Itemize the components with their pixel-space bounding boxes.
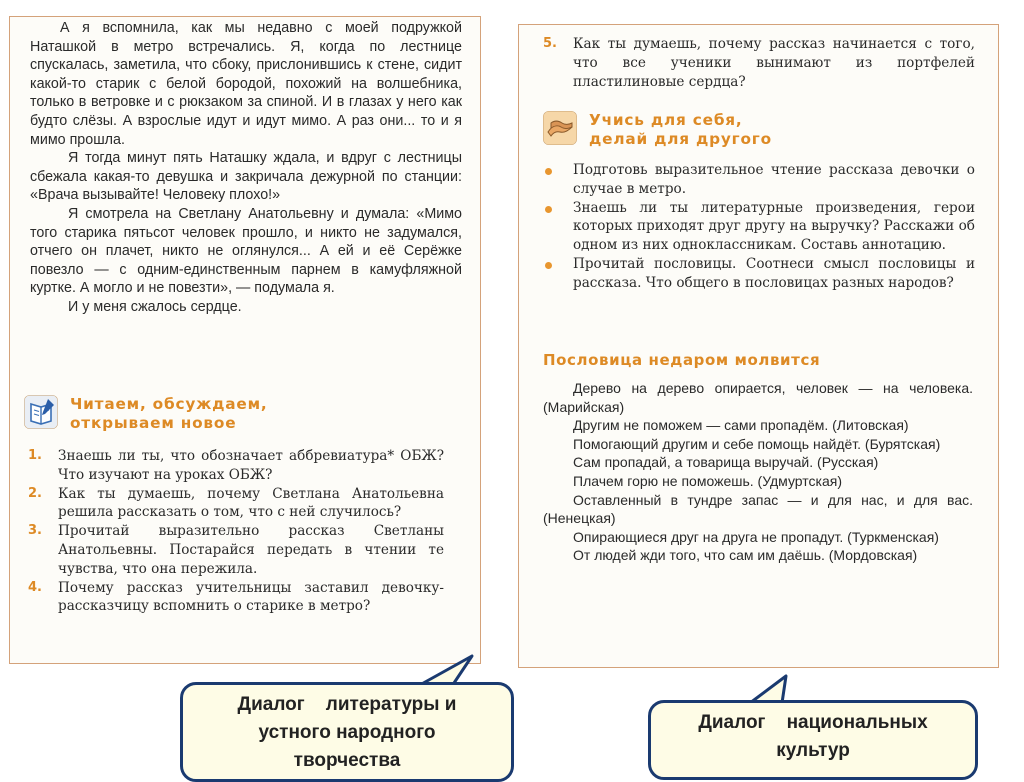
- story-paragraph: И у меня сжалось сердце.: [68, 298, 242, 315]
- proverb: Дерево на дерево опирается, человек — на человека. (Марийская): [543, 380, 973, 415]
- proverb: Другим не поможем — сами пропадём. (Литовская): [573, 417, 909, 434]
- proverb: Плачем горю не поможешь. (Удмуртская): [573, 472, 843, 489]
- list-item: [28, 522, 444, 578]
- section-title: Учись для себя,: [589, 111, 743, 129]
- list-item: [28, 579, 444, 617]
- book-pen-icon: [24, 395, 58, 429]
- section-title: делай для другого: [589, 130, 772, 148]
- proverb: Опирающиеся друг на друга не пропадут. (Туркменская): [573, 528, 939, 545]
- task-text: Подготовь выразительное чтение рассказа девочки о случае в метро.: [573, 162, 975, 197]
- tasks-list: [543, 161, 975, 293]
- section-header-learn: [543, 111, 772, 149]
- bullet-icon: [545, 168, 552, 175]
- question-text: Как ты думаешь, почему Светлана Анатольевна решила рассказать о том, что с ней случилось?: [58, 485, 444, 521]
- task-text: Прочитай пословицы. Соотнеси смысл пословицы и рассказа. Что общего в пословицах разных народов?: [573, 255, 975, 291]
- bullet-icon: [545, 206, 552, 213]
- list-item: [28, 447, 444, 485]
- section-title: Читаем, обсуждаем,: [70, 395, 268, 413]
- list-item: [28, 485, 444, 523]
- questions-list: [28, 447, 444, 616]
- question-text: Как ты думаешь, почему рассказ начинается с того, что все ученики вынимают из портфелей пластилиновые сердца?: [573, 36, 975, 90]
- question-number: 3.: [28, 523, 42, 539]
- callout-line: Диалог национальных: [698, 712, 928, 733]
- story-paragraph: А я вспомнила, как мы недавно с моей подружкой Наташкой в метро встречались. Я, когда по лестнице спускалась, заметила, что сбоку, прислонившись к стене, сидит какой-то старик с белой бородой, похожий на волшебника, только в ветровке и с рюкзаком за спиной. И в глазах у него как будто слёзы. А взрослые идут и идут мимо. А раз они... то и я мимо прошла.: [30, 20, 462, 148]
- callout-line: Диалог литературы и: [237, 694, 457, 715]
- bullet-icon: [545, 262, 552, 269]
- right-page: [518, 24, 999, 668]
- section-header-discuss: [24, 395, 268, 433]
- proverb: Сам пропадай, а товарища выручай. (Русская): [573, 454, 879, 471]
- story-paragraph: Я смотрела на Светлану Анатольевну и думала: «Мимо того старика пятьсот человек прошло, и никто не задумался, отчего он плачет, никто не оглянулся... А ей и её Серёжке повезло — с одним-единственным парнем в камуфляжной куртке. А могло и не повезти», — подумала я.: [30, 205, 462, 297]
- callout-line: устного народного: [258, 722, 436, 743]
- task-text: Знаешь ли ты литературные произведения, герои которых приходят друг другу на выручку? Расскажи об одном из них одноклассникам. Составь аннотацию.: [573, 199, 975, 254]
- list-item: [543, 161, 975, 199]
- question-number: 5.: [543, 36, 557, 51]
- proverb: Оставленный в тундре запас — и для нас, и для вас. (Ненецкая): [543, 491, 973, 527]
- list-item: [543, 199, 975, 255]
- story-text: [30, 19, 462, 317]
- callout-literature-dialog: [180, 682, 514, 782]
- callout-line: культур: [776, 740, 850, 761]
- question-text: Прочитай выразительно рассказ Светланы Анатольевны. Постарайся передать в чтении те чувства, что она пережила.: [58, 523, 444, 577]
- question-text: Знаешь ли ты, что обозначает аббревиатура* ОБЖ? Что изучают на уроках ОБЖ?: [58, 448, 444, 483]
- section-title: открываем новое: [70, 414, 237, 432]
- proverbs-list: [543, 379, 973, 565]
- list-item: [543, 35, 975, 91]
- proverb: Помогающий другим и себе помощь найдёт. (Бурятская): [573, 435, 941, 452]
- question-number: 2.: [28, 485, 42, 501]
- callout-cultures-dialog: [648, 700, 978, 780]
- story-paragraph: Я тогда минут пять Наташку ждала, и вдруг с лестницы сбежала какая-то девушка и закричала дежурной по станции: «Врача вызывайте! Человеку плохо!»: [30, 150, 462, 204]
- hands-icon: [543, 111, 577, 145]
- list-item: [543, 255, 975, 293]
- question-number: 1.: [28, 448, 42, 463]
- question-text: Почему рассказ учительницы заставил девочку-рассказчицу вспомнить о старике в метро?: [58, 579, 444, 615]
- proverb: От людей жди того, что сам им даёшь. (Мордовская): [573, 547, 918, 564]
- question-5: [543, 35, 975, 91]
- callout-line: творчества: [293, 750, 401, 771]
- proverbs-title: Пословица недаром молвится: [543, 351, 821, 369]
- left-page: [9, 16, 481, 664]
- question-number: 4.: [28, 579, 42, 595]
